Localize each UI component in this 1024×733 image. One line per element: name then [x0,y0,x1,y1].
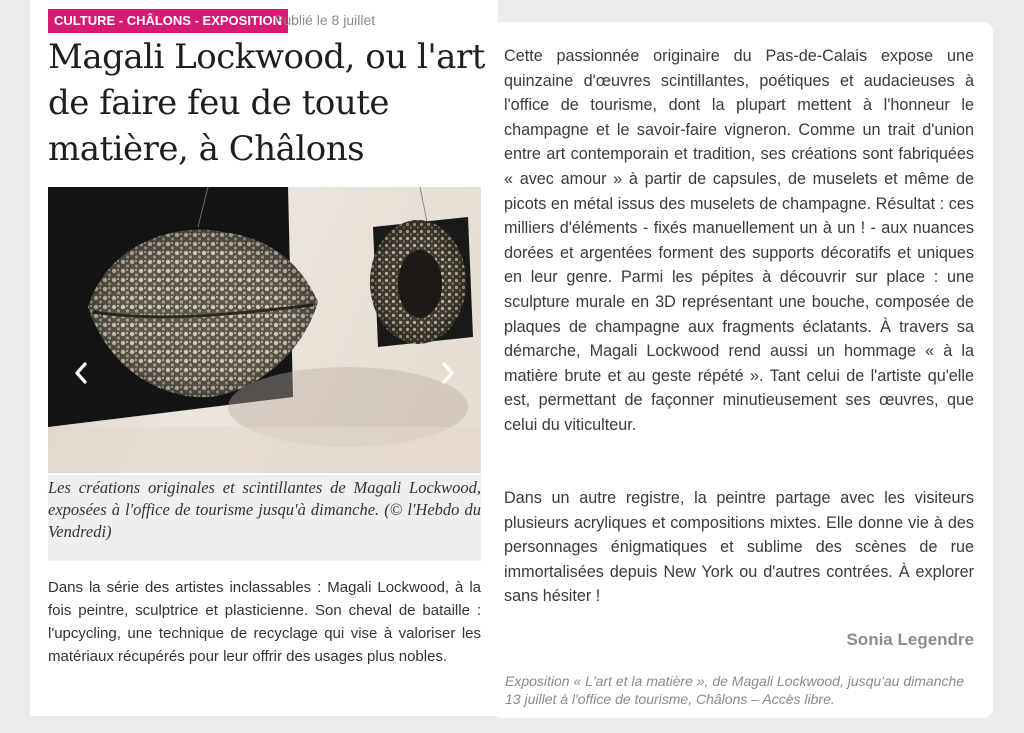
exhibition-photo-image [48,187,481,473]
chevron-right-icon [440,361,456,385]
carousel-next-button[interactable] [435,358,461,388]
article-paragraph: Cette passionnée originaire du Pas-de-Calais expose une quinzaine d'œuvres scintillantes, poétiques et audacieuses à l'office de tourisme, dont la plupart mettent à l'honneur le champagne et le savoir-faire vigneron. Comme un trait d'union entre art contemporain et tradition, ses créations sont fabriquées « avec amour » à partir de capsules, de muselets et même de picots en métal issus des muselets de champagne. Résultat : ces milliers d'éléments - fixés manuellement un à un ! - aux nuances dorées et argentées forment des supports décoratifs et uniques en leur genre. Parmi les pépites à découvrir sur place : une sculpture murale en 3D représentant une bouche, composée de plaques de champagne aux fragments éclatants. À travers sa démarche, Magali Lockwood rend aussi un hommage « à la matière brute et au geste répété ». Tant celui de l'artiste qu'elle est, permettant de façonner minutieusement ses œuvres, que celui du viticulteur. [504,47,974,434]
category-tag[interactable]: CULTURE - CHÂLONS - EXPOSITION [48,9,288,33]
article-title: Magali Lockwood, ou l'art de faire feu de toute matière, à Châlons [48,37,485,169]
carousel-prev-button[interactable] [68,358,94,388]
article-photo[interactable] [48,187,481,473]
photo-caption: Les créations originales et scintillantes de Magali Lockwood, exposées à l'office de tourisme jusqu'à dimanche. (© l'Hebdo du Vendredi) [48,478,481,541]
publish-date: Publié le 8 juillet [274,12,376,28]
author-name: Sonia Legendre [846,630,974,649]
exhibition-info: Exposition « L'art et la matière », de Magali Lockwood, jusqu'au dimanche 13 juillet à l'office de tourisme, Châlons – Accès libre. [505,673,965,707]
article-paragraph: Dans un autre registre, la peintre partage avec les visiteurs plusieurs acryliques et compositions mixtes. Elle donne vie à des personnages énigmatiques et sublime des scènes de rue immortalisées depuis New York ou d'autres contrées. À explorer sans hésiter ! [504,489,974,606]
article-intro: Dans la série des artistes inclassables : Magali Lockwood, à la fois peintre, sculptrice et plasticienne. Son cheval de bataille : l'upcycling, une technique de recyclage qui vise à valoriser les matériaux récupérés pour leur offrir des usages plus nobles. [48,579,481,665]
chevron-left-icon [73,361,89,385]
photo-caption-box [48,475,481,561]
